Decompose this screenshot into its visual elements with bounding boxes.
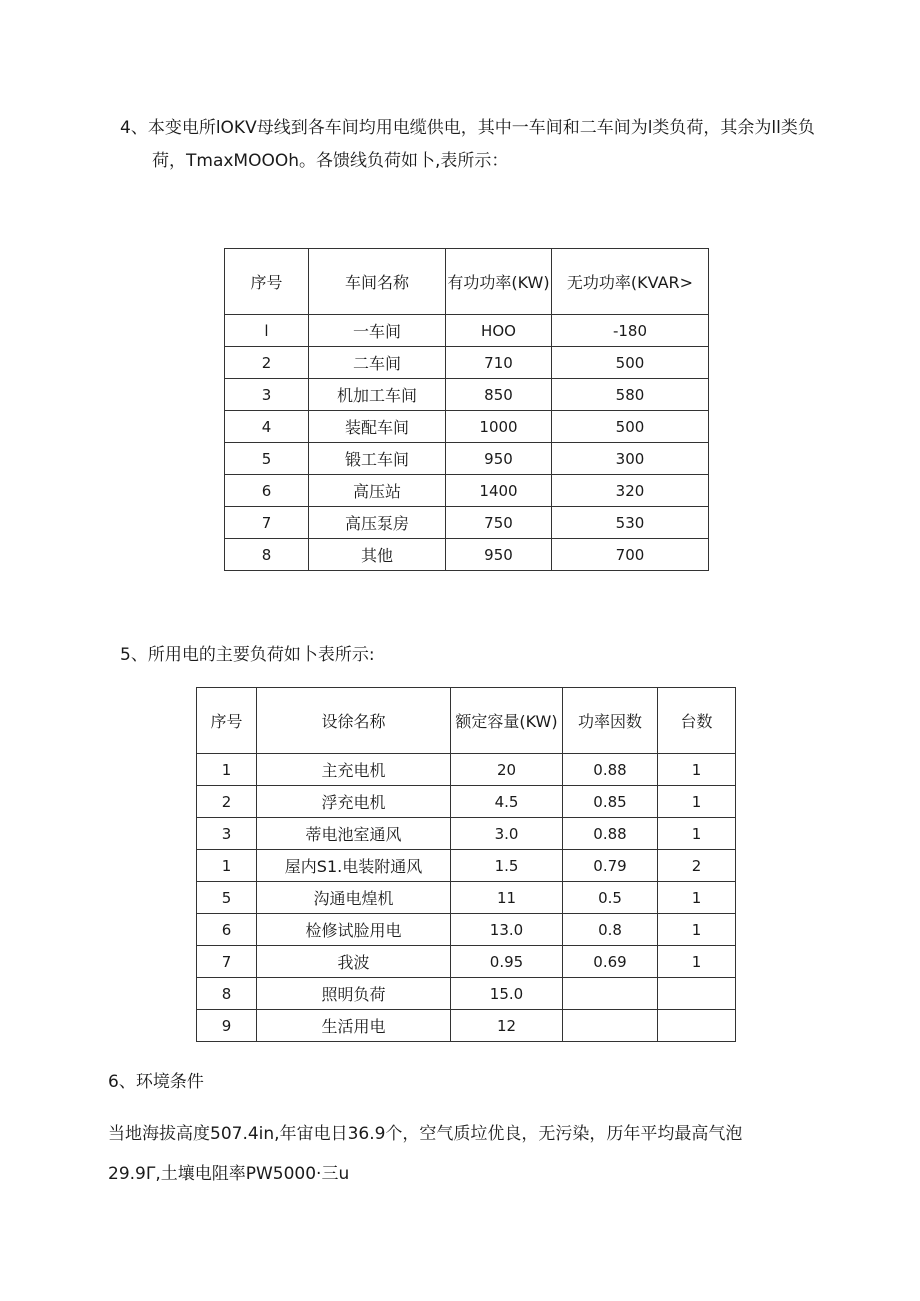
section6-line1: 当地海拔高度507.4in,年宙电日36.9个，空气质垃优良，无污染，历年平均最高气泡: [108, 1124, 743, 1144]
table-row: [225, 443, 709, 475]
table-cell: 850: [446, 379, 552, 411]
table-cell: 3.0: [451, 818, 563, 850]
table-cell: 1: [197, 754, 257, 786]
section6-title: 6、环境条件: [108, 1072, 204, 1092]
table-cell: 12: [451, 1010, 563, 1042]
table-header-row: [225, 249, 709, 315]
table-row: [225, 411, 709, 443]
table-cell: 11: [451, 882, 563, 914]
table-cell: 4.5: [451, 786, 563, 818]
table-cell: 0.85: [563, 786, 658, 818]
table-cell: 8: [225, 539, 309, 571]
table-cell: 1: [658, 914, 736, 946]
table-cell: 0.8: [563, 914, 658, 946]
table-cell: 500: [552, 411, 709, 443]
table-row: [225, 315, 709, 347]
table-row: [197, 946, 736, 978]
table-cell: 1: [197, 850, 257, 882]
table-cell: 1: [658, 818, 736, 850]
table-cell: [563, 1010, 658, 1042]
table-row: [197, 786, 736, 818]
table-cell: 3: [197, 818, 257, 850]
table-cell: 0.88: [563, 754, 658, 786]
station-load-table: [196, 687, 736, 1042]
table-cell: 1.5: [451, 850, 563, 882]
table-cell: 320: [552, 475, 709, 507]
table-cell: 其他: [309, 539, 446, 571]
section4-line1: 4、本变电所lOKV母线到各车间均用电缆供电，其中一车间和二车间为l类负荷，其余为ll类负: [120, 118, 815, 138]
header-cell: 序号: [225, 249, 309, 315]
table-cell: 15.0: [451, 978, 563, 1010]
table-cell: 7: [197, 946, 257, 978]
table-cell: 5: [225, 443, 309, 475]
table-cell: 9: [197, 1010, 257, 1042]
table-cell: 照明负荷: [257, 978, 451, 1010]
table-cell: 主充电机: [257, 754, 451, 786]
section5-title: 5、所用电的主要负荷如卜表所示:: [120, 645, 375, 665]
table-row: [197, 754, 736, 786]
table-row: [197, 882, 736, 914]
table-cell: 710: [446, 347, 552, 379]
table-cell: 0.69: [563, 946, 658, 978]
table-cell: 500: [552, 347, 709, 379]
table-cell: 2: [225, 347, 309, 379]
header-cell: 设徐名称: [257, 688, 451, 754]
table-cell: 13.0: [451, 914, 563, 946]
table-cell: 0.95: [451, 946, 563, 978]
table-cell: 高压泵房: [309, 507, 446, 539]
table-row: [197, 914, 736, 946]
table-row: [225, 347, 709, 379]
table-row: [197, 1010, 736, 1042]
table-cell: HOO: [446, 315, 552, 347]
table-cell: 0.79: [563, 850, 658, 882]
table-cell: 屋内S1.电装附通风: [257, 850, 451, 882]
table-cell: 0.88: [563, 818, 658, 850]
table-cell: 2: [197, 786, 257, 818]
table-cell: 生活用电: [257, 1010, 451, 1042]
table-cell: 750: [446, 507, 552, 539]
table-row: [225, 379, 709, 411]
table-cell: 装配车间: [309, 411, 446, 443]
table-row: [197, 978, 736, 1010]
table-cell: 浮充电机: [257, 786, 451, 818]
table-cell: 5: [197, 882, 257, 914]
table-row: [197, 850, 736, 882]
table-cell: 3: [225, 379, 309, 411]
table-row: [225, 507, 709, 539]
table-cell: 4: [225, 411, 309, 443]
table-cell: 1: [658, 754, 736, 786]
table-cell: 蒂电池室通风: [257, 818, 451, 850]
table-cell: 1: [658, 882, 736, 914]
section6-line2: 29.9Γ,土壤电阻率PW5000·三u: [108, 1164, 350, 1184]
table-cell: 580: [552, 379, 709, 411]
table-cell: 1000: [446, 411, 552, 443]
table-cell: l: [225, 315, 309, 347]
table-cell: 一车间: [309, 315, 446, 347]
table-cell: [563, 978, 658, 1010]
table-cell: 机加工车间: [309, 379, 446, 411]
header-cell: 车间名称: [309, 249, 446, 315]
table-cell: [658, 1010, 736, 1042]
table-cell: 检修试脸用电: [257, 914, 451, 946]
table-cell: 锻工车间: [309, 443, 446, 475]
table-cell: 沟通电煌机: [257, 882, 451, 914]
header-cell: 序号: [197, 688, 257, 754]
table-cell: 6: [197, 914, 257, 946]
table-cell: [658, 978, 736, 1010]
table-row: [225, 539, 709, 571]
table-cell: 二车间: [309, 347, 446, 379]
header-cell: 台数: [658, 688, 736, 754]
table-header-row: [197, 688, 736, 754]
table-cell: 0.5: [563, 882, 658, 914]
table-cell: 700: [552, 539, 709, 571]
table-row: [197, 818, 736, 850]
table-cell: 我波: [257, 946, 451, 978]
table-cell: 530: [552, 507, 709, 539]
table-cell: 300: [552, 443, 709, 475]
table-row: [225, 475, 709, 507]
table-cell: 950: [446, 539, 552, 571]
table-cell: 7: [225, 507, 309, 539]
header-cell: 有功功率(KW): [446, 249, 552, 315]
header-cell: 功率因数: [563, 688, 658, 754]
header-cell: 无功功率(KVAR>: [552, 249, 709, 315]
table-cell: 2: [658, 850, 736, 882]
table-cell: 1: [658, 946, 736, 978]
table-cell: 高压站: [309, 475, 446, 507]
section4-line2: 荷，TmaxMOOOh。各馈线负荷如卜,表所示：: [152, 151, 509, 171]
header-cell: 额定容量(KW): [451, 688, 563, 754]
table-cell: 8: [197, 978, 257, 1010]
table-cell: 1400: [446, 475, 552, 507]
table-cell: 950: [446, 443, 552, 475]
feeder-load-table: [224, 248, 709, 571]
table-cell: 6: [225, 475, 309, 507]
table-cell: -180: [552, 315, 709, 347]
table-cell: 20: [451, 754, 563, 786]
table-cell: 1: [658, 786, 736, 818]
